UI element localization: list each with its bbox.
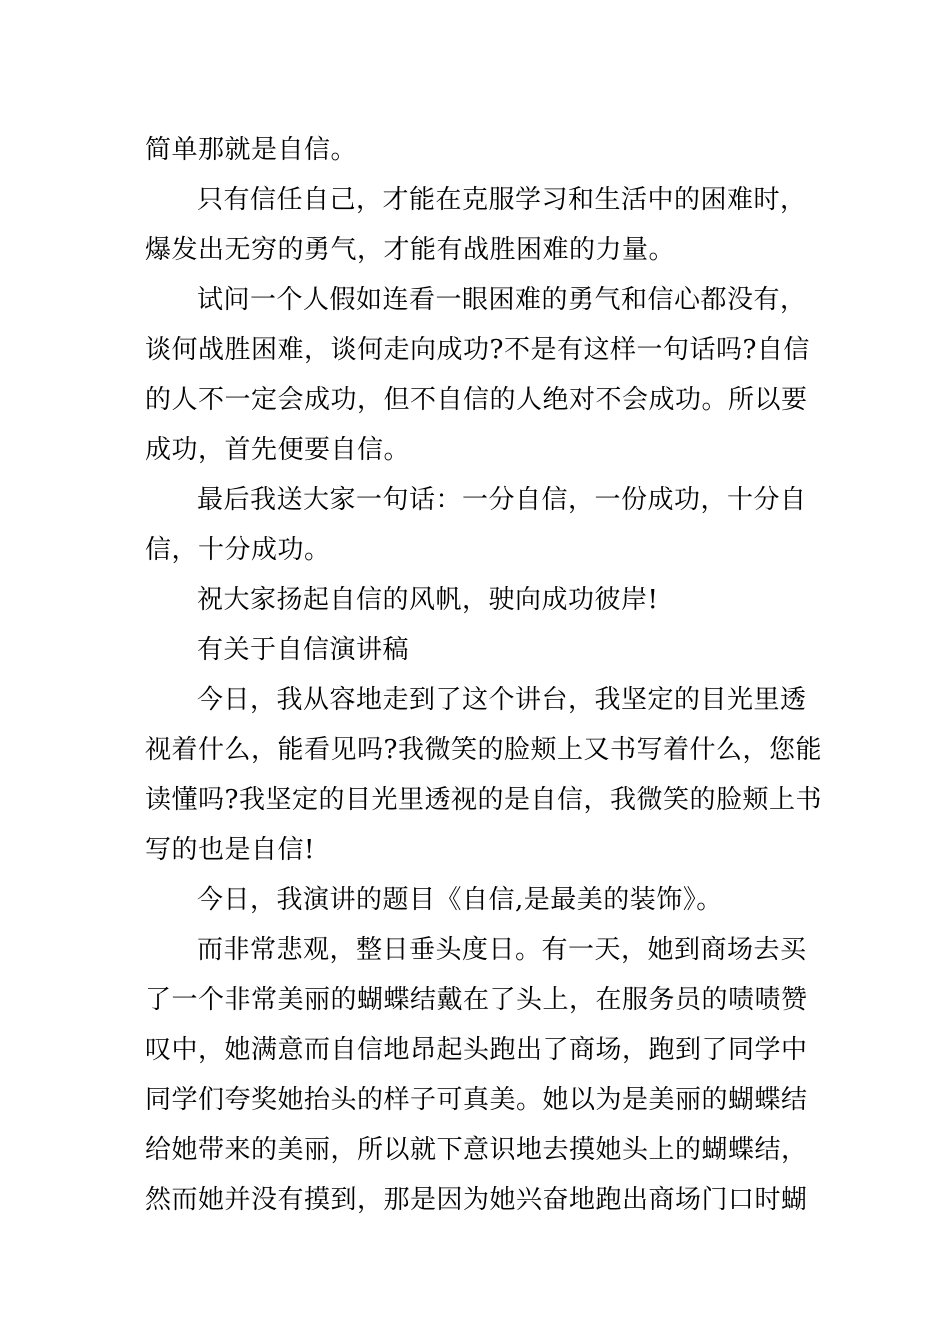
text-line: 的人不一定会成功，但不自信的人绝对不会成功。所以要	[145, 385, 808, 415]
section-heading: 有关于自信演讲稿	[197, 635, 410, 665]
text-line: 给她带来的美丽，所以就下意识地去摸她头上的蝴蝶结，	[145, 1135, 808, 1165]
text-line: 视着什么，能看见吗?我微笑的脸颊上又书写着什么，您能	[145, 735, 822, 765]
text-line: 了一个非常美丽的蝴蝶结戴在了头上，在服务员的啧啧赞	[145, 985, 808, 1015]
text-line: 读懂吗?我坚定的目光里透视的是自信，我微笑的脸颊上书	[145, 785, 822, 815]
paragraph-first-line: 今日，我从容地走到了这个讲台，我坚定的目光里透	[197, 685, 807, 715]
text-line: 简单那就是自信。	[145, 135, 358, 165]
paragraph-first-line: 而非常悲观，整日垂头度日。有一天，她到商场去买	[197, 935, 807, 965]
text-line: 谈何战胜困难，谈何走向成功?不是有这样一句话吗?自信	[145, 335, 810, 365]
text-line: 然而她并没有摸到，那是因为她兴奋地跑出商场门口时蝴	[145, 1185, 808, 1215]
paragraph-first-line: 祝大家扬起自信的风帆，驶向成功彼岸!	[197, 585, 659, 615]
text-line: 成功，首先便要自信。	[145, 435, 411, 465]
text-line: 爆发出无穷的勇气，才能有战胜困难的力量。	[145, 235, 676, 265]
paragraph-first-line: 试问一个人假如连看一眼困难的勇气和信心都没有，	[197, 285, 807, 315]
paragraph-first-line: 只有信任自己，才能在克服学习和生活中的困难时，	[197, 185, 807, 215]
text-line: 同学们夸奖她抬头的样子可真美。她以为是美丽的蝴蝶结	[145, 1085, 808, 1115]
paragraph-first-line: 今日，我演讲的题目《自信,是最美的装饰》。	[197, 885, 723, 915]
text-line: 叹中，她满意而自信地昂起头跑出了商场，跑到了同学中	[145, 1035, 808, 1065]
paragraph-first-line: 最后我送大家一句话：一分自信，一份成功，十分自	[197, 485, 807, 515]
text-line: 信，十分成功。	[145, 535, 331, 565]
text-line: 写的也是自信!	[145, 835, 315, 865]
